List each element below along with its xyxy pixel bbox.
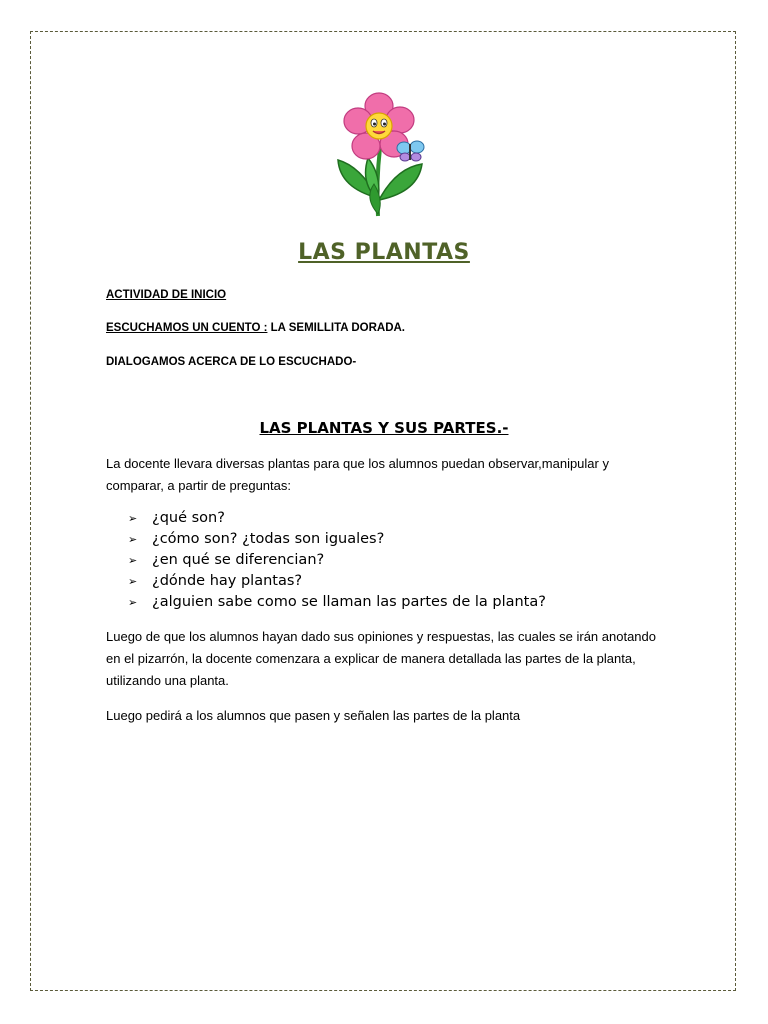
- arrowhead-bullet-icon: ➢: [128, 554, 138, 567]
- activity-label: [106, 289, 226, 301]
- section-subtitle: LAS PLANTAS Y SUS PARTES.-: [259, 419, 509, 437]
- escuchamos-label: ESCUCHAMOS UN CUENTO :: [106, 322, 268, 334]
- arrowhead-bullet-icon: ➢: [128, 596, 138, 609]
- questions-list: [128, 508, 546, 613]
- intro-paragraph: La docente llevara diversas plantas para que los alumnos puedan observar,manipular y comparar, a partir de preguntas:: [106, 456, 609, 493]
- list-item: ➢ ¿qué son?: [128, 508, 546, 529]
- list-item: ➢ ¿cómo son? ¿todas son iguales?: [128, 529, 546, 550]
- page-title: LAS PLANTAS: [298, 240, 470, 265]
- list-item: ➢ ¿dónde hay plantas?: [128, 571, 546, 592]
- actividad-de-inicio: ACTIVIDAD DE INICIO: [106, 289, 227, 301]
- flower-illustration: [330, 88, 434, 220]
- story-line: [106, 322, 405, 334]
- list-item: ➢ ¿alguien sabe como se llaman las partes de la planta?: [128, 592, 546, 613]
- list-item: ➢ ¿en qué se diferencian?: [128, 550, 546, 571]
- closing-paragraph: Luego pedirá a los alumnos que pasen y señalen las partes de la planta: [106, 708, 521, 723]
- arrowhead-bullet-icon: ➢: [128, 575, 138, 588]
- explanation-paragraph: Luego de que los alumnos hayan dado sus opiniones y respuestas, las cuales se irán anotando en el pizarrón, la docente comenzara a explicar de manera detallada las partes de la planta, utilizando una planta.: [106, 629, 656, 688]
- dialogamos-line: DIALOGAMOS ACERCA DE LO ESCUCHADO-: [106, 356, 357, 368]
- story-title: LA SEMILLITA DORADA.: [267, 322, 405, 334]
- arrowhead-bullet-icon: ➢: [128, 512, 138, 525]
- arrowhead-bullet-icon: ➢: [128, 533, 138, 546]
